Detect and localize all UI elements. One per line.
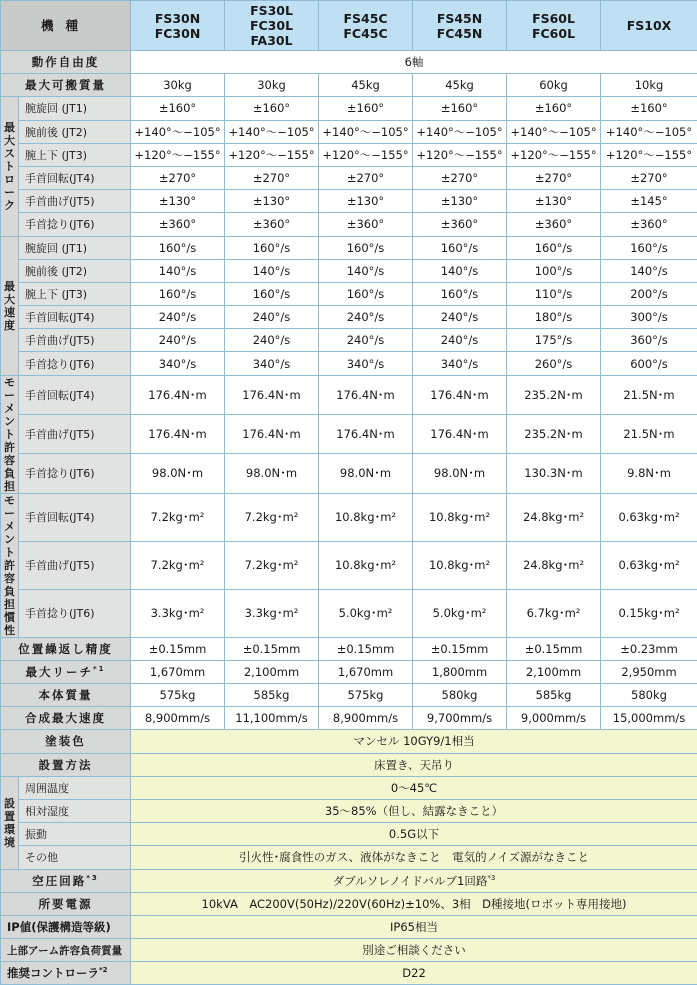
payload-row	[1, 74, 697, 97]
speed-value: 600°/s	[601, 352, 697, 375]
controller-row-note: *2	[99, 967, 108, 975]
moment-value: 235.2N･m	[507, 414, 601, 453]
inertia-value: 10.8kg･m²	[319, 493, 413, 541]
speed-value: 300°/s	[601, 306, 697, 329]
model-name: FS45N	[413, 11, 506, 26]
moment-group-label: モーメント許容負担	[1, 375, 19, 493]
dof-row-value	[131, 51, 697, 74]
speed-value: 160°/s	[131, 282, 225, 305]
speed-value: 240°/s	[225, 329, 319, 352]
paint-row-value	[131, 730, 697, 753]
repeatability-row-value: ±0.15mm	[319, 637, 413, 660]
controller-row	[1, 962, 697, 985]
inertia-value: 0.63kg･m²	[601, 493, 697, 541]
stroke-value: ±270°	[225, 166, 319, 189]
environment-row	[1, 799, 697, 822]
stroke-sublabel: 腕前後 (JT2)	[19, 120, 131, 143]
model-name: FS10X	[601, 18, 697, 33]
reach-row-label-text: 最大リーチ	[25, 665, 93, 679]
reach-row-value: 2,100mm	[225, 660, 319, 683]
model-header-6	[601, 1, 697, 51]
moment-value: 176.4N･m	[131, 375, 225, 414]
reach-row-value: 2,950mm	[601, 660, 697, 683]
moment-sublabel: 手首回転(JT4)	[19, 375, 131, 414]
speed-value: 240°/s	[319, 329, 413, 352]
upper-arm-row-label-text: 上部アーム許容負荷質量	[7, 945, 122, 957]
moment-value: 130.3N･m	[507, 454, 601, 493]
environment-sublabel: 相対湿度	[19, 799, 131, 822]
controller-row-value-text: D22	[402, 966, 426, 980]
inertia-value: 24.8kg･m²	[507, 493, 601, 541]
stroke-value: ±160°	[507, 97, 601, 120]
stroke-sublabel: 手首曲げ(JT5)	[19, 190, 131, 213]
install-row-value	[131, 753, 697, 776]
inertia-value: 24.8kg･m²	[507, 541, 601, 589]
repeatability-row-value: ±0.15mm	[225, 637, 319, 660]
environment-group-label: 設置環境	[1, 776, 19, 869]
speed-value: 360°/s	[601, 329, 697, 352]
speed-value: 340°/s	[413, 352, 507, 375]
repeatability-row-value: ±0.15mm	[413, 637, 507, 660]
stroke-value: ±145°	[601, 190, 697, 213]
model-name: FC30N	[131, 26, 224, 41]
dof-row-label	[1, 51, 131, 74]
combined-speed-row-value: 9,700mm/s	[413, 707, 507, 730]
stroke-row	[1, 166, 697, 189]
model-header-5	[507, 1, 601, 51]
inertia-value: 10.8kg･m²	[319, 541, 413, 589]
stroke-value: +120°～−155°	[319, 143, 413, 166]
inertia-value: 5.0kg･m²	[413, 589, 507, 637]
power-row-label-text: 所要電源	[39, 897, 93, 911]
speed-row	[1, 282, 697, 305]
ip-row-label	[1, 915, 131, 938]
air-circuit-row-value-text: ダブルソレノイドバルブ1回路	[333, 874, 488, 888]
repeatability-row-value: ±0.23mm	[601, 637, 697, 660]
speed-value: 340°/s	[225, 352, 319, 375]
speed-value: 160°/s	[225, 282, 319, 305]
combined-speed-row-value: 8,900mm/s	[131, 707, 225, 730]
moment-row	[1, 414, 697, 453]
install-row-value-text: 床置き、天吊り	[374, 758, 454, 772]
stroke-value: +140°～−105°	[601, 120, 697, 143]
inertia-value: 10.8kg･m²	[413, 541, 507, 589]
speed-value: 200°/s	[601, 282, 697, 305]
stroke-value: +120°～−155°	[131, 143, 225, 166]
stroke-sublabel: 手首回転(JT4)	[19, 166, 131, 189]
speed-value: 240°/s	[225, 306, 319, 329]
speed-value: 160°/s	[319, 282, 413, 305]
reach-row-value: 1,670mm	[131, 660, 225, 683]
speed-value: 260°/s	[507, 352, 601, 375]
stroke-value: ±160°	[131, 97, 225, 120]
moment-value: 176.4N･m	[413, 414, 507, 453]
mass-row-value: 580kg	[413, 684, 507, 707]
repeatability-row	[1, 637, 697, 660]
combined-speed-row-value: 15,000mm/s	[601, 707, 697, 730]
moment-value: 21.5N･m	[601, 375, 697, 414]
stroke-value: ±360°	[319, 213, 413, 236]
moment-value: 98.0N･m	[319, 454, 413, 493]
moment-value: 98.0N･m	[225, 454, 319, 493]
speed-value: 160°/s	[319, 236, 413, 259]
dof-row-value-text: 6軸	[405, 55, 424, 69]
moment-value: 21.5N･m	[601, 414, 697, 453]
reach-row-label	[1, 660, 131, 683]
reach-row	[1, 660, 697, 683]
speed-value: 160°/s	[413, 282, 507, 305]
moment-value: 176.4N･m	[225, 414, 319, 453]
environment-sublabel: 振動	[19, 823, 131, 846]
speed-value: 160°/s	[131, 236, 225, 259]
environment-value: 0～45℃	[131, 776, 697, 799]
inertia-value: 6.7kg･m²	[507, 589, 601, 637]
stroke-value: +120°～−155°	[507, 143, 601, 166]
repeatability-row-value: ±0.15mm	[131, 637, 225, 660]
combined-speed-row-label-text: 合成最大速度	[25, 711, 106, 725]
speed-value: 180°/s	[507, 306, 601, 329]
payload-row-value: 60kg	[507, 74, 601, 97]
ip-row-label-text: IP値(保護構造等級)	[7, 920, 111, 934]
stroke-row	[1, 120, 697, 143]
moment-value: 176.4N･m	[131, 414, 225, 453]
power-row-label	[1, 892, 131, 915]
model-name: FS30L	[225, 3, 318, 18]
upper-arm-row-label	[1, 939, 131, 962]
moment-sublabel: 手首捻り(JT6)	[19, 454, 131, 493]
mass-row-value: 575kg	[131, 684, 225, 707]
payload-row-value: 30kg	[131, 74, 225, 97]
stroke-value: ±160°	[225, 97, 319, 120]
controller-row-value	[131, 962, 697, 985]
model-header-3	[319, 1, 413, 51]
air-circuit-row	[1, 869, 697, 892]
payload-row-value: 45kg	[319, 74, 413, 97]
combined-speed-row-value: 11,100mm/s	[225, 707, 319, 730]
speed-sublabel: 腕上下 (JT3)	[19, 282, 131, 305]
speed-sublabel: 腕前後 (JT2)	[19, 259, 131, 282]
air-circuit-row-note: *3	[487, 874, 495, 882]
reach-row-value: 2,100mm	[507, 660, 601, 683]
stroke-value: ±160°	[319, 97, 413, 120]
paint-row-label-text: 塗装色	[45, 734, 86, 748]
stroke-row	[1, 190, 697, 213]
speed-value: 175°/s	[507, 329, 601, 352]
moment-row	[1, 375, 697, 414]
model-name: FC45C	[319, 26, 412, 41]
speed-sublabel: 腕旋回 (JT1)	[19, 236, 131, 259]
dof-row	[1, 51, 697, 74]
power-row	[1, 892, 697, 915]
speed-value: 110°/s	[507, 282, 601, 305]
air-circuit-row-label-text: 空圧回路	[32, 874, 86, 888]
combined-speed-row-value: 9,000mm/s	[507, 707, 601, 730]
paint-row-value-text: マンセル 10GY9/1相当	[353, 734, 474, 748]
stroke-sublabel: 腕上下 (JT3)	[19, 143, 131, 166]
mass-row-label	[1, 684, 131, 707]
environment-sublabel: その他	[19, 846, 131, 869]
stroke-group-label: 最大ストローク	[1, 97, 19, 236]
model-name: FS60L	[507, 11, 600, 26]
stroke-sublabel: 腕旋回 (JT1)	[19, 97, 131, 120]
stroke-value: +140°～−105°	[413, 120, 507, 143]
inertia-sublabel: 手首回転(JT4)	[19, 493, 131, 541]
inertia-row	[1, 541, 697, 589]
stroke-value: ±360°	[225, 213, 319, 236]
stroke-value: ±360°	[131, 213, 225, 236]
inertia-sublabel: 手首捻り(JT6)	[19, 589, 131, 637]
inertia-sublabel: 手首曲げ(JT5)	[19, 541, 131, 589]
moment-value: 176.4N･m	[225, 375, 319, 414]
speed-value: 340°/s	[319, 352, 413, 375]
inertia-value: 7.2kg･m²	[225, 493, 319, 541]
moment-value: 235.2N･m	[507, 375, 601, 414]
stroke-value: ±130°	[319, 190, 413, 213]
environment-row	[1, 846, 697, 869]
inertia-value: 7.2kg･m²	[225, 541, 319, 589]
model-name: FC30L	[225, 18, 318, 33]
mass-row	[1, 684, 697, 707]
stroke-value: +140°～−105°	[319, 120, 413, 143]
repeatability-row-label	[1, 637, 131, 660]
stroke-sublabel: 手首捻り(JT6)	[19, 213, 131, 236]
inertia-row	[1, 493, 697, 541]
paint-row	[1, 730, 697, 753]
speed-row	[1, 259, 697, 282]
moment-value: 98.0N･m	[413, 454, 507, 493]
speed-value: 140°/s	[601, 259, 697, 282]
stroke-value: +140°～−105°	[225, 120, 319, 143]
speed-value: 160°/s	[601, 236, 697, 259]
speed-value: 160°/s	[225, 236, 319, 259]
mass-row-value: 585kg	[507, 684, 601, 707]
speed-group-label: 最大速度	[1, 236, 19, 375]
speed-value: 240°/s	[131, 329, 225, 352]
stroke-value: +120°～−155°	[413, 143, 507, 166]
environment-value: 引火性･腐食性のガス、液体がなきこと 電気的ノイズ源がなきこと	[131, 846, 697, 869]
stroke-value: ±130°	[225, 190, 319, 213]
speed-row	[1, 306, 697, 329]
speed-row	[1, 236, 697, 259]
model-header-2	[225, 1, 319, 51]
model-header-1	[131, 1, 225, 51]
moment-value: 9.8N･m	[601, 454, 697, 493]
stroke-value: ±270°	[413, 166, 507, 189]
environment-value: 0.5G以下	[131, 823, 697, 846]
header-label: 機種	[1, 1, 131, 51]
speed-value: 240°/s	[413, 306, 507, 329]
speed-sublabel: 手首捻り(JT6)	[19, 352, 131, 375]
stroke-value: ±130°	[507, 190, 601, 213]
inertia-group-label: モーメント許容負担慣性	[1, 493, 19, 637]
speed-value: 340°/s	[131, 352, 225, 375]
power-row-value	[131, 892, 697, 915]
moment-value: 176.4N･m	[413, 375, 507, 414]
inertia-value: 0.15kg･m²	[601, 589, 697, 637]
stroke-value: ±270°	[601, 166, 697, 189]
stroke-value: +120°～−155°	[601, 143, 697, 166]
environment-row	[1, 823, 697, 846]
upper-arm-row-value	[131, 939, 697, 962]
model-name: FC45N	[413, 26, 506, 41]
payload-row-value: 30kg	[225, 74, 319, 97]
stroke-value: +140°～−105°	[131, 120, 225, 143]
reach-row-value: 1,800mm	[413, 660, 507, 683]
install-row-label-text: 設置方法	[39, 758, 93, 772]
install-row	[1, 753, 697, 776]
environment-value: 35～85%（但し、結露なきこと）	[131, 799, 697, 822]
moment-value: 98.0N･m	[131, 454, 225, 493]
speed-value: 160°/s	[413, 236, 507, 259]
controller-row-label-text: 推奨コントローラ	[7, 966, 99, 980]
ip-row-value	[131, 915, 697, 938]
install-row-label	[1, 753, 131, 776]
repeatability-row-label-text: 位置繰返し精度	[18, 642, 113, 656]
stroke-value: ±360°	[507, 213, 601, 236]
model-name: FS45C	[319, 11, 412, 26]
inertia-value: 5.0kg･m²	[319, 589, 413, 637]
moment-value: 176.4N･m	[319, 375, 413, 414]
moment-row	[1, 454, 697, 493]
speed-value: 140°/s	[413, 259, 507, 282]
speed-value: 140°/s	[319, 259, 413, 282]
inertia-value: 7.2kg･m²	[131, 493, 225, 541]
speed-value: 240°/s	[131, 306, 225, 329]
stroke-value: ±160°	[601, 97, 697, 120]
stroke-value: +140°～−105°	[507, 120, 601, 143]
mass-row-value: 575kg	[319, 684, 413, 707]
paint-row-label	[1, 730, 131, 753]
upper-arm-row-value-text: 別途ご相談ください	[362, 943, 466, 957]
combined-speed-row-label	[1, 707, 131, 730]
stroke-value: ±360°	[601, 213, 697, 236]
stroke-value: ±160°	[413, 97, 507, 120]
inertia-row	[1, 589, 697, 637]
speed-value: 240°/s	[413, 329, 507, 352]
moment-value: 176.4N･m	[319, 414, 413, 453]
inertia-value: 0.63kg･m²	[601, 541, 697, 589]
mass-row-label-text: 本体質量	[39, 688, 93, 702]
stroke-value: +120°～−155°	[225, 143, 319, 166]
inertia-value: 7.2kg･m²	[131, 541, 225, 589]
air-circuit-row-note: *3	[86, 874, 99, 882]
speed-row	[1, 329, 697, 352]
air-circuit-row-label	[1, 869, 131, 892]
stroke-value: ±270°	[319, 166, 413, 189]
model-name: FA30L	[225, 33, 318, 48]
stroke-row	[1, 213, 697, 236]
mass-row-value: 585kg	[225, 684, 319, 707]
air-circuit-row-value	[131, 869, 697, 892]
speed-row	[1, 352, 697, 375]
ip-row	[1, 915, 697, 938]
model-name: FC60L	[507, 26, 600, 41]
environment-sublabel: 周囲温度	[19, 776, 131, 799]
header-row	[1, 1, 697, 51]
speed-sublabel: 手首回転(JT4)	[19, 306, 131, 329]
stroke-value: ±130°	[131, 190, 225, 213]
payload-row-label	[1, 74, 131, 97]
upper-arm-row	[1, 939, 697, 962]
speed-value: 140°/s	[225, 259, 319, 282]
stroke-row	[1, 97, 697, 120]
speed-value: 160°/s	[507, 236, 601, 259]
combined-speed-row	[1, 707, 697, 730]
environment-row	[1, 776, 697, 799]
power-row-value-text: 10kVA AC200V(50Hz)/220V(60Hz)±10%、3相 D種接地(ロボット専用接地)	[202, 897, 627, 911]
spec-table-body	[1, 1, 697, 985]
speed-sublabel: 手首曲げ(JT5)	[19, 329, 131, 352]
mass-row-value: 580kg	[601, 684, 697, 707]
speed-value: 240°/s	[319, 306, 413, 329]
ip-row-value-text: IP65相当	[390, 920, 438, 934]
payload-row-value: 45kg	[413, 74, 507, 97]
stroke-value: ±360°	[413, 213, 507, 236]
model-name: FS30N	[131, 11, 224, 26]
inertia-value: 10.8kg･m²	[413, 493, 507, 541]
stroke-value: ±130°	[413, 190, 507, 213]
stroke-value: ±270°	[131, 166, 225, 189]
repeatability-row-value: ±0.15mm	[507, 637, 601, 660]
stroke-row	[1, 143, 697, 166]
dof-row-label-text: 動作自由度	[32, 55, 100, 69]
reach-row-note: *1	[93, 665, 106, 673]
model-header-4	[413, 1, 507, 51]
reach-row-value: 1,670mm	[319, 660, 413, 683]
moment-sublabel: 手首曲げ(JT5)	[19, 414, 131, 453]
inertia-value: 3.3kg･m²	[225, 589, 319, 637]
stroke-value: ±270°	[507, 166, 601, 189]
combined-speed-row-value: 8,900mm/s	[319, 707, 413, 730]
payload-row-value: 10kg	[601, 74, 697, 97]
controller-row-label	[1, 962, 131, 985]
speed-value: 140°/s	[131, 259, 225, 282]
payload-row-label-text: 最大可搬質量	[25, 78, 106, 92]
speed-value: 100°/s	[507, 259, 601, 282]
inertia-value: 3.3kg･m²	[131, 589, 225, 637]
